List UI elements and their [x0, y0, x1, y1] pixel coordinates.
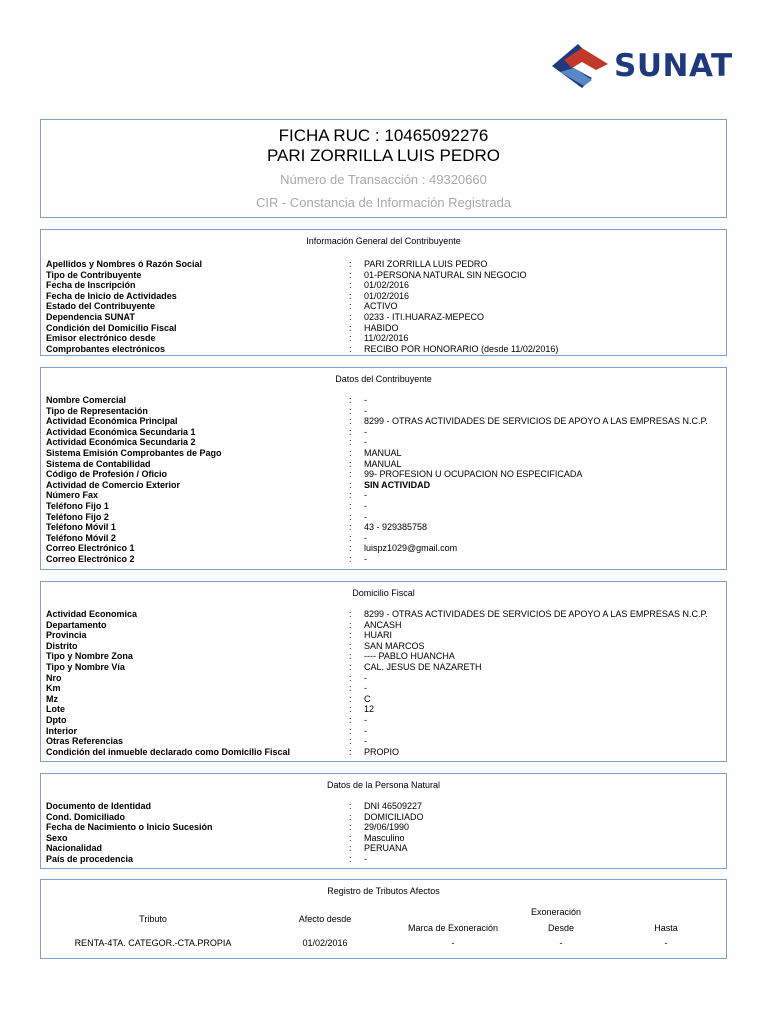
field-label: Sistema Emisión Comprobantes de Pago: [46, 447, 222, 458]
field-row: [46, 651, 726, 662]
field-label: Tipo de Contribuyente: [46, 269, 142, 280]
field-separator: :: [349, 522, 352, 533]
field-row: [46, 747, 726, 758]
field-row: [46, 726, 726, 737]
field-row: [46, 694, 726, 705]
header-desde: Desde: [547, 923, 574, 933]
field-row: [46, 620, 726, 631]
field-value: 43 - 929385758: [364, 522, 428, 533]
field-row: [46, 448, 726, 459]
field-row: [46, 554, 726, 565]
field-label: Dependencia SUNAT: [46, 311, 135, 322]
field-label: Actividad Economica: [46, 609, 138, 619]
field-label: Apellidos y Nombres ó Razón Social: [46, 259, 203, 269]
field-row: [46, 533, 726, 544]
field-separator: :: [349, 469, 352, 480]
fiscal-address-section: [40, 581, 727, 762]
field-value: DOMICILIADO: [364, 811, 424, 822]
field-label: Nombre Comercial: [46, 395, 127, 405]
field-row: [46, 259, 726, 270]
field-separator: :: [349, 651, 352, 662]
field-value: 0233 - ITI.HUARAZ-MEPECO: [364, 311, 485, 322]
cell-tributo: RENTA-4TA. CATEGOR.-CTA.PROPIA: [74, 938, 232, 948]
field-row: [46, 512, 726, 523]
ficha-ruc-title: FICHA RUC : 10465092276: [278, 126, 489, 145]
field-label: Tipo y Nombre Zona: [46, 651, 133, 662]
field-row: [46, 822, 726, 833]
field-separator: :: [349, 553, 352, 564]
field-label: Comprobantes electrónicos: [46, 343, 166, 354]
field-value: -: [364, 437, 367, 448]
field-label: Dpto: [46, 714, 67, 725]
field-label: Actividad Económica Principal: [46, 416, 178, 427]
field-value: 01/02/2016: [364, 290, 410, 301]
field-separator: :: [349, 395, 352, 405]
field-row: [46, 469, 726, 480]
field-row: [46, 395, 726, 406]
field-value: PROPIO: [364, 746, 400, 757]
field-row: [46, 501, 726, 512]
field-value: HABIDO: [364, 322, 399, 333]
field-label: Código de Profesión / Oficio: [46, 469, 168, 480]
field-label: Km: [46, 683, 61, 694]
cell-afecto-desde: 01/02/2016: [302, 938, 348, 948]
field-value: -: [364, 736, 367, 747]
field-value: 8299 - OTRAS ACTIVIDADES DE SERVICIOS DE APOYO A LAS EMPRESAS N.C.P.: [364, 416, 708, 427]
field-label: Número Fax: [46, 490, 99, 501]
field-value: -: [364, 532, 367, 543]
field-separator: :: [349, 736, 352, 747]
header-afecto-desde: Afecto desde: [298, 914, 352, 924]
field-row: [46, 662, 726, 673]
field-label: Distrito: [46, 640, 78, 651]
field-separator: :: [349, 500, 352, 511]
field-row: [46, 683, 726, 694]
field-label: Actividad de Comercio Exterior: [46, 479, 181, 490]
field-label: Correo Electrónico 1: [46, 543, 135, 554]
sunat-logo: [548, 40, 733, 92]
field-separator: :: [349, 640, 352, 651]
field-value: 8299 - OTRAS ACTIVIDADES DE SERVICIOS DE APOYO A LAS EMPRESAS N.C.P.: [364, 609, 708, 619]
ficha-header: [40, 119, 727, 218]
field-row: [46, 854, 726, 865]
field-label: Emisor electrónico desde: [46, 333, 156, 344]
field-separator: :: [349, 479, 352, 490]
field-label: Estado del Contribuyente: [46, 301, 156, 312]
field-separator: :: [349, 811, 352, 822]
field-row: [46, 736, 726, 747]
field-value: -: [364, 500, 367, 511]
taxpayer-data-rows: [41, 395, 726, 565]
general-info-section: [40, 229, 727, 356]
field-row: [46, 609, 726, 620]
field-label: Fecha de Inscripción: [46, 280, 136, 291]
sunat-logo-text: SUNAT: [614, 48, 733, 84]
field-value: 99- PROFESION U OCUPACION NO ESPECIFICADA: [364, 469, 583, 480]
section-title: Domicilio Fiscal: [352, 588, 415, 598]
field-value: C: [364, 693, 371, 704]
field-separator: :: [349, 458, 352, 469]
field-separator: :: [349, 269, 352, 280]
field-row: [46, 673, 726, 684]
cir-caption: CIR - Constancia de Información Registrada: [255, 195, 512, 210]
field-row: [46, 490, 726, 501]
field-value: -: [364, 714, 367, 725]
section-title: Datos del Contribuyente: [335, 374, 432, 384]
field-separator: :: [349, 619, 352, 630]
field-value: SAN MARCOS: [364, 640, 425, 651]
field-value: ACTIVO: [364, 301, 398, 312]
field-separator: :: [349, 843, 352, 854]
field-row: [46, 641, 726, 652]
taxes-section: [40, 879, 727, 959]
field-separator: :: [349, 511, 352, 522]
taxpayer-name: PARI ZORRILLA LUIS PEDRO: [266, 146, 501, 165]
field-label: Mz: [46, 693, 58, 704]
field-separator: :: [349, 426, 352, 437]
field-separator: :: [349, 301, 352, 312]
field-separator: :: [349, 672, 352, 683]
header-tributo: Tributo: [139, 914, 167, 924]
field-label: Provincia: [46, 630, 87, 641]
field-value: MANUAL: [364, 458, 402, 469]
field-value: 12: [364, 704, 375, 715]
field-separator: :: [349, 405, 352, 416]
field-value: -: [364, 490, 367, 501]
field-row: [46, 270, 726, 281]
field-value: PERUANA: [364, 843, 408, 854]
field-separator: :: [349, 333, 352, 344]
field-value: MANUAL: [364, 447, 402, 458]
field-label: Interior: [46, 725, 78, 736]
field-separator: :: [349, 746, 352, 757]
field-separator: :: [349, 290, 352, 301]
field-row: [46, 406, 726, 417]
field-value: 29/06/1990: [364, 822, 410, 833]
field-separator: :: [349, 725, 352, 736]
field-row: [46, 312, 726, 323]
field-separator: :: [349, 322, 352, 333]
field-value: -: [364, 426, 367, 437]
field-value: -: [364, 395, 367, 405]
field-label: Actividad Económica Secundaria 1: [46, 426, 196, 437]
field-row: [46, 291, 726, 302]
field-label: Cond. Domiciliado: [46, 811, 126, 822]
field-value: -: [364, 672, 367, 683]
natural-person-rows: [41, 801, 726, 865]
field-row: [46, 427, 726, 438]
field-value: Masculino: [364, 832, 405, 843]
section-title: Datos de la Persona Natural: [326, 780, 441, 790]
field-row: [46, 801, 726, 812]
field-separator: :: [349, 714, 352, 725]
field-value: SIN ACTIVIDAD: [364, 479, 431, 490]
field-value: CAL. JESUS DE NAZARETH: [364, 661, 482, 672]
field-row: [46, 301, 726, 312]
field-row: [46, 843, 726, 854]
field-value: PARI ZORRILLA LUIS PEDRO: [364, 259, 488, 269]
field-row: [46, 715, 726, 726]
field-value: ANCASH: [364, 619, 402, 630]
field-row: [46, 280, 726, 291]
field-row: [46, 344, 726, 355]
field-label: Condición del Domicilio Fiscal: [46, 322, 177, 333]
field-separator: :: [349, 259, 352, 269]
field-separator: :: [349, 832, 352, 843]
field-value: -: [364, 683, 367, 694]
field-label: Lote: [46, 704, 65, 715]
taxpayer-data-section: [40, 367, 727, 570]
field-separator: :: [349, 343, 352, 354]
field-separator: :: [349, 437, 352, 448]
field-value: 11/02/2016: [364, 333, 409, 344]
field-value: 01/02/2016: [364, 280, 410, 291]
field-separator: :: [349, 311, 352, 322]
field-value: ---- PABLO HUANCHA: [364, 651, 455, 662]
header-marca-exoneracion: Marca de Exoneración: [407, 923, 499, 933]
natural-person-section: [40, 773, 727, 869]
section-title: Registro de Tributos Afectos: [327, 886, 440, 896]
field-row: [46, 630, 726, 641]
field-separator: :: [349, 490, 352, 501]
field-separator: :: [349, 630, 352, 641]
field-value: RECIBO POR HONORARIO (desde 11/02/2016): [364, 343, 559, 354]
field-label: Teléfono Fijo 2: [46, 511, 109, 522]
field-label: Teléfono Móvil 1: [46, 522, 116, 533]
field-row: [46, 459, 726, 470]
field-label: Otras Referencias: [46, 736, 124, 747]
field-label: Nro: [46, 672, 62, 683]
field-row: [46, 480, 726, 491]
field-value: DNI 46509227: [364, 801, 423, 811]
field-label: Nacionalidad: [46, 843, 103, 854]
field-row: [46, 522, 726, 533]
field-separator: :: [349, 609, 352, 619]
field-row: [46, 437, 726, 448]
fiscal-address-rows: [41, 609, 726, 757]
field-label: Actividad Económica Secundaria 2: [46, 437, 196, 448]
field-label: Fecha de Inicio de Actividades: [46, 290, 177, 301]
field-row: [46, 704, 726, 715]
field-separator: :: [349, 853, 352, 864]
field-label: Documento de Identidad: [46, 801, 152, 811]
field-separator: :: [349, 447, 352, 458]
header-hasta: Hasta: [654, 923, 678, 933]
field-label: Fecha de Nacimiento o Inicio Sucesión: [46, 822, 213, 833]
field-separator: :: [349, 543, 352, 554]
field-label: Tipo y Nombre Vía: [46, 661, 125, 672]
field-value: HUARI: [364, 630, 393, 641]
field-separator: :: [349, 661, 352, 672]
field-label: Tipo de Representación: [46, 405, 148, 416]
field-value: luispz1029@gmail.com: [364, 543, 458, 554]
field-separator: :: [349, 801, 352, 811]
field-separator: :: [349, 532, 352, 543]
field-value: -: [364, 405, 367, 416]
field-separator: :: [349, 416, 352, 427]
section-title: Información General del Contribuyente: [306, 236, 461, 246]
field-label: Condición del inmueble declarado como Domicilio Fiscal: [46, 746, 291, 757]
field-separator: :: [349, 822, 352, 833]
field-label: Teléfono Móvil 2: [46, 532, 116, 543]
cell-desde: -: [559, 938, 563, 948]
field-separator: :: [349, 280, 352, 291]
field-label: Sexo: [46, 832, 68, 843]
field-separator: :: [349, 704, 352, 715]
field-label: País de procedencia: [46, 853, 134, 864]
field-row: [46, 543, 726, 554]
field-row: [46, 323, 726, 334]
cell-marca: -: [451, 938, 455, 948]
cell-hasta: -: [664, 938, 668, 948]
field-value: -: [364, 511, 367, 522]
field-row: [46, 833, 726, 844]
field-value: -: [364, 725, 367, 736]
field-label: Departamento: [46, 619, 107, 630]
field-row: [46, 812, 726, 823]
transaction-number: Número de Transacción : 49320660: [280, 172, 487, 187]
field-value: 01-PERSONA NATURAL SIN NEGOCIO: [364, 269, 527, 280]
field-row: [46, 416, 726, 427]
field-value: -: [364, 553, 367, 564]
header-exoneracion: Exoneración: [530, 907, 582, 917]
field-label: Sistema de Contabilidad: [46, 458, 151, 469]
general-info-rows: [41, 259, 726, 354]
field-row: [46, 333, 726, 344]
field-label: Teléfono Fijo 1: [46, 500, 109, 511]
sunat-emblem-icon: [548, 40, 612, 92]
field-label: Correo Electrónico 2: [46, 553, 135, 564]
field-separator: :: [349, 683, 352, 694]
field-separator: :: [349, 693, 352, 704]
field-value: -: [364, 853, 367, 864]
